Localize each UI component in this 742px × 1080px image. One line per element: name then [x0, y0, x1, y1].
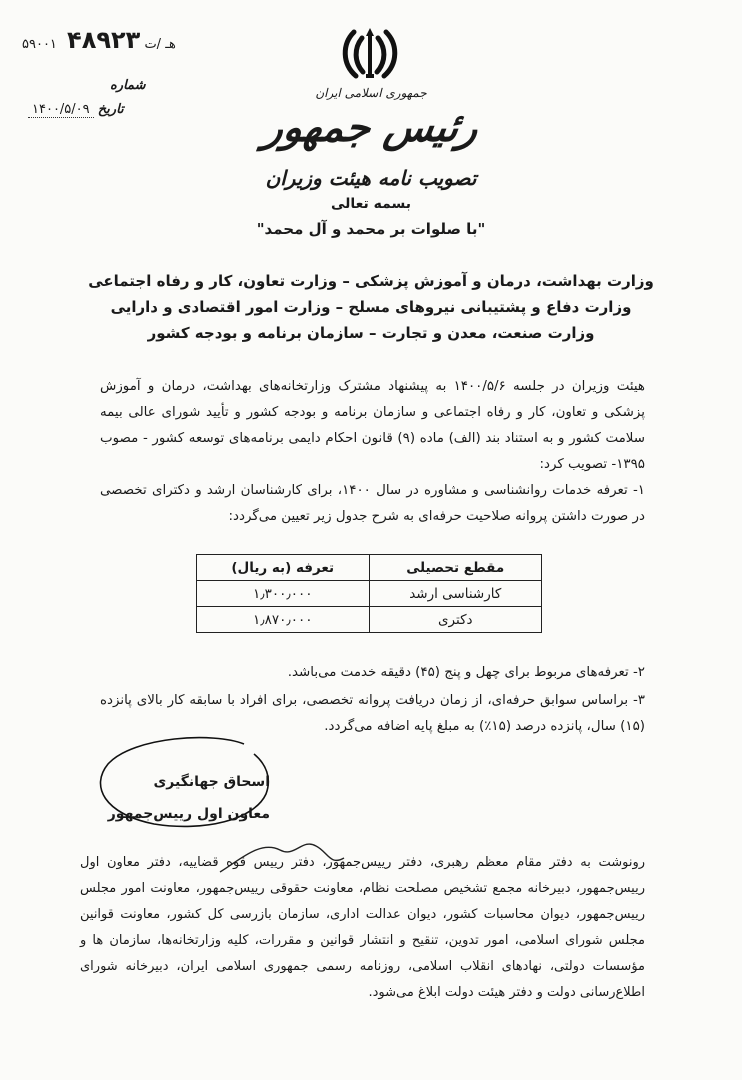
signatory-name: اسحاق جهانگیری [153, 774, 270, 790]
jomhouri-text: جمهوری اسلامی ایران [315, 86, 427, 100]
letter-ref: ۵۹۰۰۱ هـ /ت [22, 37, 176, 52]
signatory-title: معاون اول رییس‌جمهور [107, 806, 270, 822]
tarikh-label: تاریخ [97, 102, 124, 117]
table-cell: ۱٫۸۷۰٫۰۰۰ [197, 607, 370, 633]
intro-paragraph: هیئت وزیران در جلسه ۱۴۰۰/۵/۶ به پیشنهاد مشترک وزارتخانه‌های بهداشت، درمان و آموزش پزشکی و تعاون، کار و رفاه اجتماعی و سازمان برنامه و بودجه کشور و تأیید شورای عالی بیمه سلامت کشور و به استناد بند (الف) ماده (۹) قانون احکام دایمی برنامه‌های توسعه کشور - مصوب ۱۳۹۵- تصویب کرد: [100, 379, 646, 472]
fee-table [196, 554, 542, 633]
letter-number [22, 26, 176, 54]
tarikh-value: ۱۴۰۰/۵/۰۹ [28, 102, 94, 118]
table-cell: ۱٫۳۰۰٫۰۰۰ [197, 581, 370, 607]
table-cell: کارشناسی ارشد [369, 581, 542, 607]
salavat-text: "با صلوات بر محمد و آل محمد" [256, 220, 486, 238]
cc-paragraph: رونوشت به دفتر مقام معظم رهبری، دفتر رییس‌جمهور، دفتر رییس قوه قضاییه، دفتر معاون اول رییس‌جمهور، دبیرخانه مجمع تشخیص مصلحت نظام، معاونت حقوقی رییس‌جمهور، معاونت امور مجلس رییس‌جمهور، دیوان محاسبات کشور، دیوان عدالت اداری، سازمان بازرسی کل کشور، معاونت قوانین مجلس شورای اسلامی، امور تدوین، تنقیح و انتشار قوانین و مقررات، کلیه وزارتخانه‌ها، سازمان ها و مؤسسات دولتی، نهادهای انقلاب اسلامی، روزنامه رسمی جمهوری اسلامی ایران، دبیرخانه شورای اطلاع‌رسانی دولت و دفتر هیئت دولت ابلاغ می‌شود. [80, 855, 645, 1000]
table-header-level: مقطع تحصیلی [369, 555, 542, 581]
table-row [197, 581, 542, 607]
raees-jomhour-title: رئیس جمهور [260, 104, 482, 151]
recipient-line: وزارت صنعت، معدن و تجارت – سازمان برنامه و بودجه کشور [147, 324, 595, 342]
recipient-line: وزارت بهداشت، درمان و آموزش پزشکی – وزارت تعاون، کار و رفاه اجتماعی [88, 272, 654, 290]
table-cell: دکتری [369, 607, 542, 633]
iran-emblem-icon [338, 24, 402, 82]
item-2: ۲- تعرفه‌های مربوط برای چهل و پنج (۴۵) دقیقه خدمت می‌باشد. [287, 665, 645, 680]
item-3: ۳- براساس سوابق حرفه‌ای، از زمان دریافت پروانه تخصصی، برای افراد با سابقه کار بالای پانزده (۱۵) سال، پانزده درصد (۱۵٪) به مبلغ پایه اضافه می‌گردد. [100, 693, 645, 734]
letter-number-handwritten: ۴۸۹۲۳ [67, 26, 141, 54]
table-header-row [197, 555, 542, 581]
recipient-line: وزارت دفاع و پشتیبانی نیروهای مسلح – وزارت امور اقتصادی و دارایی [110, 298, 632, 316]
besmeh-text: بسمه تعالی [330, 196, 412, 212]
table-row [197, 607, 542, 633]
item-1: ۱- تعرفه خدمات روانشناسی و مشاوره در سال ۱۴۰۰، برای کارشناسان ارشد و دکترای تخصصی در صورت داشتن پروانه صلاحیت حرفه‌ای به شرح جدول زیر تعیین می‌گردد: [100, 483, 645, 524]
table-header-fee: تعرفه (به ریال) [197, 555, 370, 581]
tasvib-title: تصویب نامه هیئت وزیران [265, 166, 477, 190]
shomareh-label: شماره [110, 78, 146, 93]
